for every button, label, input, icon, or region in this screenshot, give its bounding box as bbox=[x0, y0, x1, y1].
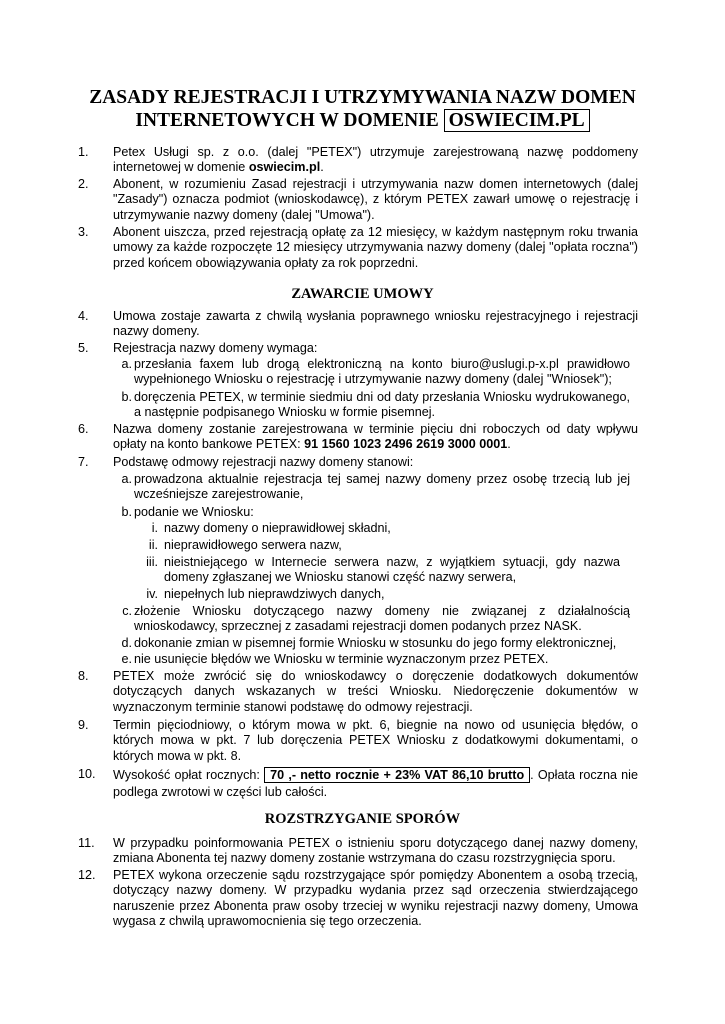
item-text: W przypadku poinformowania PETEX o istnieniu sporu dotyczącego danej nazwy domeny, zmiana Abonenta tej nazwy domeny zostanie wstrzymana do czasu rozstrzygnięcia sporu. bbox=[113, 836, 638, 866]
item-text-part: Petex Usługi sp. z o.o. (dalej "PETEX") utrzymuje zarejestrowaną nazwę poddomeny internetowej w domenie bbox=[113, 145, 638, 175]
item-text: Umowa zostaje zawarta z chwilą wysłania poprawnego wniosku rejestracyjnego i rejestracji nazwy domeny. bbox=[113, 309, 638, 339]
item-text: Abonent, w rozumieniu Zasad rejestracji i utrzymywania nazw domen internetowych (dalej "Zasady") oznacza podmiot (wnioskodawcę), z którym PETEX zawarł umowę o rejestrację i utrzymywanie nazwy domeny (dalej "Umowa"). bbox=[113, 177, 638, 222]
subsub-text: nazwy domeny o nieprawidłowej składni, bbox=[164, 521, 391, 535]
list-item-9 bbox=[78, 718, 638, 764]
domain-name-bold: oswiecim.pl bbox=[248, 160, 321, 175]
title-line-2 bbox=[60, 109, 665, 132]
list-item-6 bbox=[78, 422, 638, 453]
sub-text: doręczenia PETEX, w terminie siedmiu dni od daty przesłania Wniosku wydrukowanego, a następnie podpisanego Wniosku w formie pisemnej. bbox=[134, 390, 630, 420]
list-item-5b bbox=[110, 390, 630, 421]
bank-account-number: 91 1560 1023 2496 2619 3000 0001 bbox=[304, 437, 508, 452]
sub-text: przesłania faxem lub drogą elektroniczną na konto biuro@uslugi.p-x.pl prawidłowo wypełnionego Wniosku o rejestrację i utrzymywanie nazwy domeny (dalej "Wniosek"); bbox=[134, 357, 630, 387]
section-heading-disputes: ROZSTRZYGANIE SPORÓW bbox=[264, 811, 461, 827]
item-text bbox=[113, 767, 638, 801]
annual-fee-box: 70 ,- netto rocznie + 23% VAT 86,10 brutto bbox=[264, 767, 530, 783]
item-text: Podstawę odmowy rejestracji nazwy domeny stanowi: bbox=[113, 455, 414, 469]
item-text bbox=[113, 422, 638, 453]
sub-label: c. bbox=[122, 604, 132, 618]
item-number: 6. bbox=[78, 422, 89, 436]
item-text: PETEX może zwrócić się do wnioskodawcy o doręczenie dodatkowych dokumentów dotyczących danych wskazanych w treści Wniosku. Niedoręczenie dokumentów w wyznaczonym terminie stanowi podstawę do odmowy rejestracji. bbox=[113, 669, 638, 714]
item-number: 8. bbox=[78, 669, 89, 683]
list-item-5 bbox=[78, 341, 638, 356]
item-number: 11. bbox=[78, 836, 95, 850]
subsub-label: i. bbox=[151, 521, 158, 535]
item-number: 1. bbox=[78, 145, 89, 159]
subsub-text: niepełnych lub nieprawdziwych danych, bbox=[164, 587, 385, 601]
list-item-7b-iii bbox=[140, 555, 620, 586]
list-item-12 bbox=[78, 868, 638, 929]
title-domain-box: OSWIECIM.PL bbox=[444, 109, 590, 132]
sub-text: prowadzona aktualnie rejestracja tej samej nazwy domeny przez osobę trzecią lub jej wcześniejsze zarejestrowanie, bbox=[134, 472, 630, 502]
item-number: 10. bbox=[78, 767, 96, 781]
document-title bbox=[60, 86, 665, 132]
title-line-1: ZASADY REJESTRACJI I UTRZYMYWANIA NAZW DOMEN bbox=[89, 87, 636, 108]
subsub-text: nieistniejącego w Internecie serwera nazw, z wyjątkiem sytuacji, gdy nazwa domeny zgłaszanej we Wniosku stanowi część nazwy serwera, bbox=[164, 555, 620, 585]
sub-text: podanie we Wniosku: bbox=[134, 505, 254, 519]
list-item-3 bbox=[78, 225, 638, 271]
title-line-2-text: INTERNETOWYCH W DOMENIE bbox=[135, 110, 439, 131]
item-number: 4. bbox=[78, 309, 89, 323]
list-item-7a bbox=[110, 472, 630, 503]
sub-label: b. bbox=[121, 505, 132, 519]
list-item-7b-ii bbox=[140, 538, 620, 553]
item-text: PETEX wykona orzeczenie sądu rozstrzygające spór pomiędzy Abonentem a osobą trzecią, dotyczący nazwy domeny. W przypadku wydania przez sąd orzeczenia stwierdzającego naruszenie przez Abonenta praw osoby trzeciej w wyniku rejestracji nazwy domeny, Umowa wygasa z chwilą uprawomocnienia się tego orzeczenia. bbox=[113, 868, 638, 928]
list-item-7b-iv bbox=[140, 587, 620, 602]
list-item-7e bbox=[110, 652, 630, 667]
list-item-11 bbox=[78, 836, 638, 867]
sub-label: b. bbox=[121, 390, 132, 404]
subsub-text: nieprawidłowego serwera nazw, bbox=[164, 538, 342, 552]
section-heading-contract: ZAWARCIE UMOWY bbox=[291, 286, 434, 302]
list-item-7 bbox=[78, 455, 638, 470]
item-text-part: . bbox=[320, 160, 324, 175]
item-number: 3. bbox=[78, 225, 89, 239]
item-text bbox=[113, 145, 638, 176]
list-item-8 bbox=[78, 669, 638, 715]
sub-text: dokonanie zmian w pisemnej formie Wniosku w stosunku do jego formy elektronicznej, bbox=[134, 636, 617, 650]
sub-label: d. bbox=[121, 636, 132, 650]
item-number: 2. bbox=[78, 177, 89, 191]
item-text: Abonent uiszcza, przed rejestracją opłatę za 12 miesięcy, w każdym następnym roku trwania umowy za każde rozpoczęte 12 miesięcy utrzymywania nazwy domeny (dalej "opłata roczna") przed końcem obowiązywania opłaty za rok poprzedni. bbox=[113, 225, 638, 270]
item-text-part: . bbox=[507, 437, 511, 452]
subsub-label: ii. bbox=[148, 538, 158, 552]
list-item-7b-i bbox=[140, 521, 620, 536]
sub-text: nie usunięcie błędów we Wniosku w terminie wyznaczonym przez PETEX. bbox=[134, 652, 549, 666]
sub-label: a. bbox=[121, 357, 132, 371]
list-item-4 bbox=[78, 309, 638, 340]
subsub-label: iii. bbox=[146, 555, 158, 569]
item-number: 7. bbox=[78, 455, 89, 469]
subsub-label: iv. bbox=[146, 587, 158, 601]
item-text-part: . Opłata roczna nie podlega zwrotowi w części lub całości. bbox=[113, 768, 638, 799]
list-item-10 bbox=[78, 767, 638, 801]
list-item-7b bbox=[110, 505, 630, 520]
item-text-part: Wysokość opłat rocznych: bbox=[113, 768, 265, 782]
item-text: Termin pięciodniowy, o którym mowa w pkt. 6, biegnie na nowo od usunięcia błędów, o których mowa w pkt. 7 lub doręczenia PETEX Wniosku z dodatkowymi dokumentami, o których mowa w pkt. 8. bbox=[113, 718, 638, 763]
sub-text: złożenie Wniosku dotyczącego nazwy domeny nie związanej z działalnością wnioskodawcy, sprzecznej z zasadami rejestracji domen podanych przez NASK. bbox=[134, 604, 630, 634]
list-item-7d bbox=[110, 636, 630, 651]
item-number: 9. bbox=[78, 718, 89, 732]
sub-label: e. bbox=[121, 652, 132, 666]
list-item-7c bbox=[110, 604, 630, 635]
item-number: 5. bbox=[78, 341, 89, 355]
item-text-part: Nazwa domeny zostanie zarejestrowana w terminie pięciu dni roboczych od daty wpływu opłaty na konto bankowe PETEX: bbox=[113, 422, 638, 452]
list-item-5a bbox=[110, 357, 630, 388]
sub-label: a. bbox=[121, 472, 132, 486]
item-number: 12. bbox=[78, 868, 96, 882]
item-text: Rejestracja nazwy domeny wymaga: bbox=[113, 341, 318, 355]
list-item-1 bbox=[78, 145, 638, 176]
list-item-2 bbox=[78, 177, 638, 223]
